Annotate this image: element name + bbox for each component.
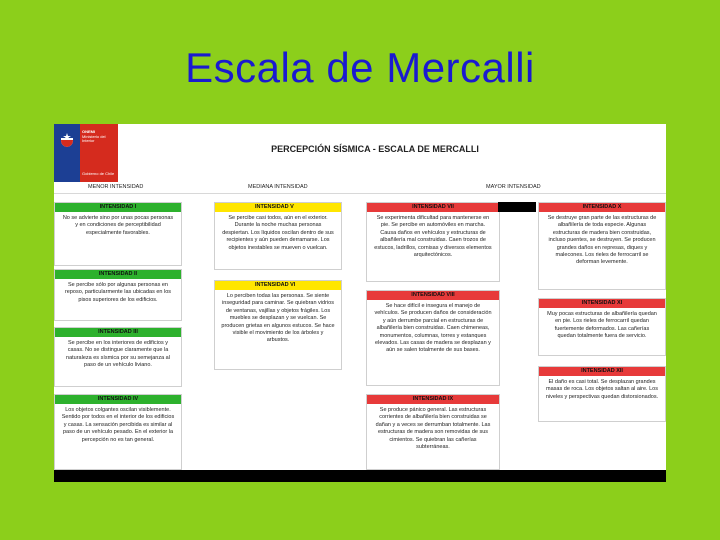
intensity-title: INTENSIDAD I	[55, 203, 181, 212]
intensity-card-xii	[538, 366, 666, 422]
intensity-title: INTENSIDAD XI	[539, 299, 665, 308]
intensity-title: INTENSIDAD VIII	[367, 291, 499, 300]
intensity-description: Se destruye gran parte de las estructuras de albañilería de toda especie. Algunas estructuras de madera bien construidas, incluso puentes, se destruyen. Se producen grandes daños en represas, diques y malecones. Los rieles de ferrocarril se deforman levemente.	[547, 215, 657, 266]
intensity-title: INTENSIDAD X	[539, 203, 665, 212]
intensity-title: INTENSIDAD VII	[367, 203, 499, 212]
intensity-description: Se experimenta dificultad para mantenerse en pie. Se percibe en automóviles en marcha. Causa daños en vehículos y estructuras de albañilería mal construidas. Caen trozos de estucos, ladrillos, cornisas y diversos elementos arquitectónicos.	[374, 215, 492, 259]
intensity-card-v	[214, 202, 342, 270]
intensity-title: INTENSIDAD XII	[539, 367, 665, 376]
intensity-description: Los objetos colgantes oscilan visiblemente. Sentido por todos en el interior de los edificios y casas. La sensación percibida es similar al paso de un vehículo pesado. En el exterior la percepción no es tan general.	[61, 407, 175, 443]
intensity-description: Lo perciben todas las personas. Se siente inseguridad para caminar. Se quiebran vidrios de ventanas, vajillas y objetos frágiles. Los muebles se desplazan y se vuelcan. Se producen grietas en algunos estucos. Se hace visible el movimiento de los árboles y arbustos.	[221, 293, 335, 344]
scale-divider	[54, 193, 666, 194]
footer-bar	[54, 470, 666, 482]
logo-ministry: Ministerio del Interior	[82, 134, 106, 143]
logo-government: Gobierno de Chile	[82, 171, 115, 176]
black-marker	[498, 202, 536, 212]
slide-title: Escala de Mercalli	[185, 44, 535, 91]
scale-mid-label: MEDIANA INTENSIDAD	[248, 184, 308, 190]
intensity-description: Se percibe casi todos, aún en el exterior. Durante la noche muchas personas despiertan. Los líquidos oscilan dentro de sus recipientes y aún pueden derramarse. Los objetos inestables se mueven o vuelcan.	[222, 215, 334, 251]
scale-high-label: MAYOR INTENSIDAD	[486, 184, 541, 190]
logo-org-name: ONEMI	[82, 129, 96, 134]
intensity-title: INTENSIDAD II	[55, 270, 181, 279]
scale-low-label: MENOR INTENSIDAD	[88, 184, 144, 190]
intensity-card-vi	[214, 280, 342, 370]
intensity-card-ii	[54, 269, 182, 321]
intensity-description: No se advierte sino por unas pocas personas y en condiciones de perceptibilidad especialmente favorables.	[62, 215, 174, 236]
intensity-card-xi	[538, 298, 666, 356]
intensity-title: INTENSIDAD VI	[215, 281, 341, 290]
intensity-title: INTENSIDAD IX	[367, 395, 499, 404]
intensity-description: Se hace difícil e insegura el manejo de vehículos. Se producen daños de consideración y aún derrumbe parcial en estructuras de albañilería bien construidas. Caen chimeneas, monumentos, columnas, torres y estanques elevados. Las casas de madera se desplazan y aún se salen totalmente de sus bases.	[374, 303, 492, 354]
intensity-card-iii	[54, 327, 182, 387]
intensity-title: INTENSIDAD IV	[55, 395, 181, 404]
intensity-card-viii	[366, 290, 500, 386]
intensity-description: Se percibe en los interiores de edificios y casas. No se distingue claramente que la naturaleza es sísmica por su semejanza al paso de un vehículo liviano.	[66, 340, 170, 369]
intensity-title: INTENSIDAD V	[215, 203, 341, 212]
intensity-card-vii	[366, 202, 500, 282]
infographic-title: PERCEPCIÓN SÍSMICA - ESCALA DE MERCALLI	[271, 144, 479, 154]
mercalli-infographic	[54, 124, 666, 482]
intensity-title: INTENSIDAD III	[55, 328, 181, 337]
intensity-card-x	[538, 202, 666, 290]
intensity-description: El daño es casi total. Se desplazan grandes masas de roca. Los objetos saltan al aire. Los niveles y perspectivas quedan distorsionados.	[545, 379, 659, 400]
intensity-description: Muy pocas estructuras de albañilería quedan en pie. Los rieles de ferrocarril quedan fuertemente deformados. Las cañerías quedan totalmente fuera de servicio.	[547, 311, 657, 340]
intensity-card-i	[54, 202, 182, 266]
intensity-card-ix	[366, 394, 500, 470]
intensity-card-iv	[54, 394, 182, 470]
intensity-description: Se produce pánico general. Las estructuras corrientes de albañilería bien construidas se dañan y a veces se derrumban totalmente. Las estructuras de madera son removidas de sus cimientos. Se quiebran las cañerías subterráneas.	[375, 407, 491, 451]
intensity-description: Se percibe sólo por algunas personas en reposo, particularmente las ubicadas en los pisos superiores de los edificios.	[64, 282, 172, 303]
